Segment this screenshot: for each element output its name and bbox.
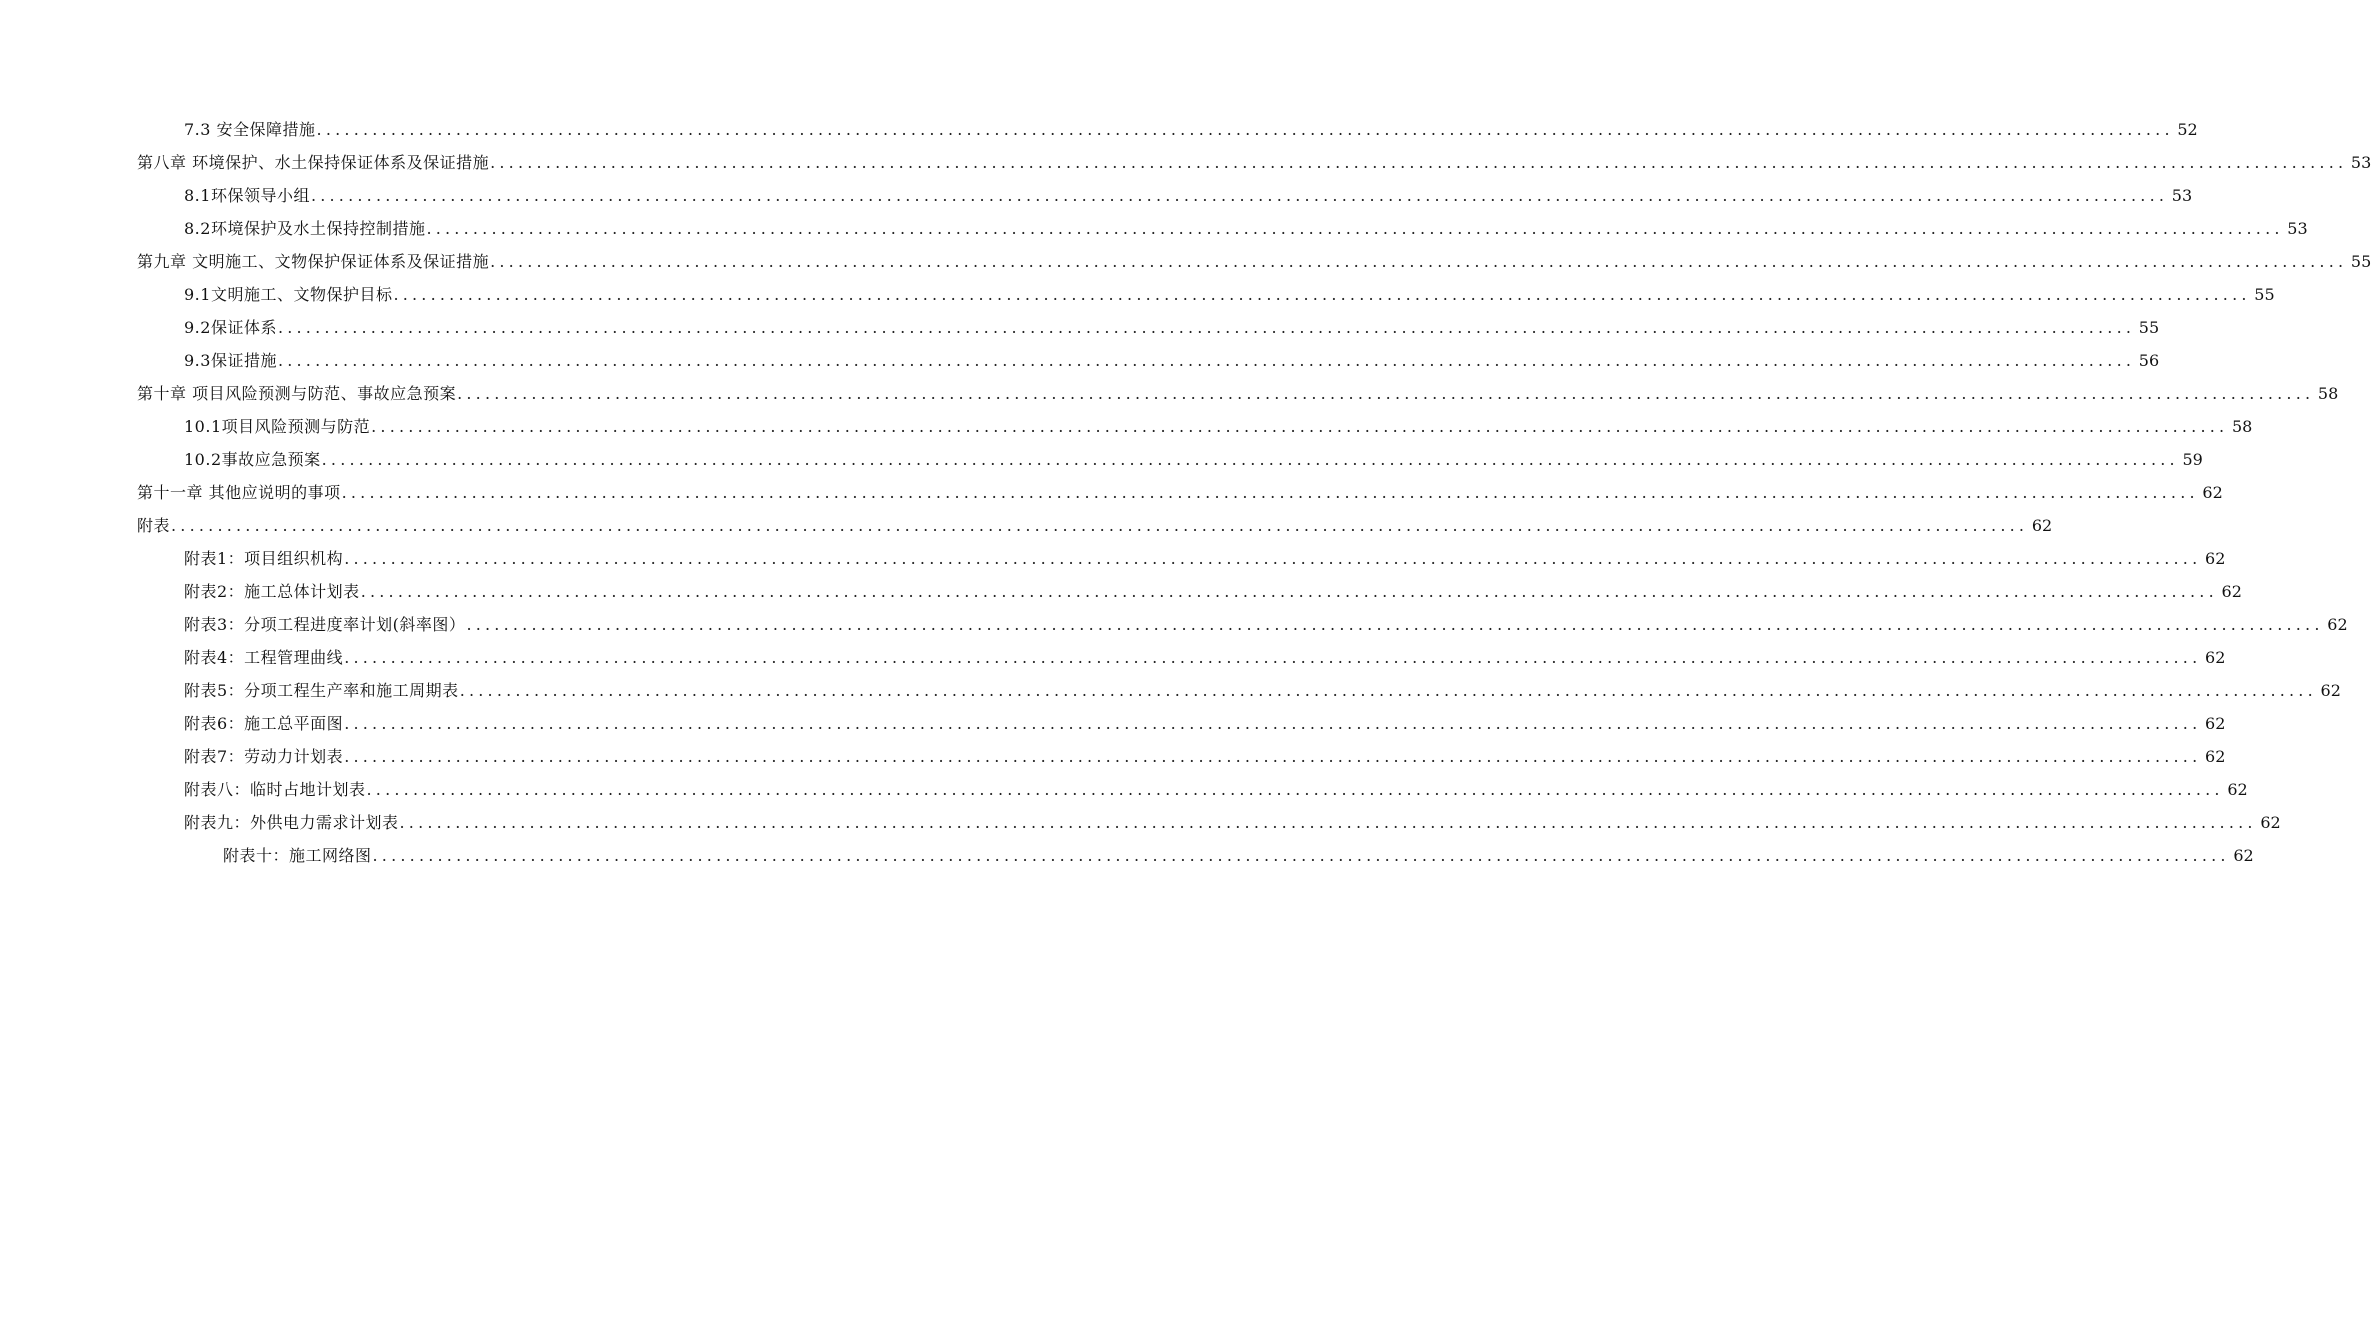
toc-entry-page: 62 xyxy=(2227,780,2248,799)
toc-entry-title: 第八章 环境保护、水土保持保证体系及保证措施 xyxy=(137,153,490,172)
toc-entry-page: 55 xyxy=(2138,318,2160,337)
toc-leader-dots: ........................................................................................................................................................................................................ xyxy=(171,516,2029,535)
toc-leader-dots: ........................................................................................................................................................................................................ xyxy=(490,153,2348,172)
toc-entry-page: 55 xyxy=(2350,252,2371,271)
toc-entry-title: 7.3 安全保障措施 xyxy=(184,120,316,139)
toc-entry-page: 62 xyxy=(2205,747,2226,766)
toc-entry-title: 附表4：工程管理曲线 xyxy=(184,648,344,667)
toc-leader-dots: ........................................................................................................................................................................................................ xyxy=(344,549,2202,568)
toc-entry-page: 62 xyxy=(2205,714,2226,733)
toc-entry-title: 附表八：临时占地计划表 xyxy=(184,780,366,799)
toc-entry[interactable] xyxy=(0,440,2203,470)
toc-entry-title: 9.3保证措施 xyxy=(184,351,277,370)
toc-leader-dots: ........................................................................................................................................................................................................ xyxy=(371,417,2229,436)
toc-entry-page: 52 xyxy=(2177,120,2198,139)
toc-entry-page: 55 xyxy=(2254,285,2275,304)
toc-entry-page: 62 xyxy=(2205,648,2226,667)
toc-entry-page: 53 xyxy=(2287,219,2308,238)
toc-leader-dots: ........................................................................................................................................................................................................ xyxy=(459,681,2317,700)
toc-entry[interactable] xyxy=(0,803,2281,833)
toc-entry[interactable] xyxy=(0,110,2198,140)
toc-entry-title: 附表2：施工总体计划表 xyxy=(184,582,360,601)
toc-entry[interactable] xyxy=(0,605,2348,635)
toc-entry-page: 62 xyxy=(2260,813,2281,832)
toc-entry-page: 58 xyxy=(2317,384,2339,403)
toc-leader-dots: ........................................................................................................................................................................................................ xyxy=(277,318,2136,337)
toc-entry-page: 53 xyxy=(2350,153,2371,172)
toc-entry[interactable] xyxy=(0,704,2226,734)
toc-entry-title: 附表5：分项工程生产率和施工周期表 xyxy=(184,681,459,700)
toc-entry[interactable] xyxy=(0,539,2226,569)
toc-leader-dots: ........................................................................................................................................................................................................ xyxy=(399,813,2257,832)
toc-entry-page: 62 xyxy=(2221,582,2242,601)
toc-entry[interactable] xyxy=(0,407,2253,437)
toc-entry[interactable] xyxy=(0,176,2193,206)
toc-entry[interactable] xyxy=(0,671,2341,701)
toc-entry-title: 第十章 项目风险预测与防范、事故应急预案 xyxy=(137,384,457,403)
toc-entry-page: 59 xyxy=(2182,450,2203,469)
toc-entry-page: 62 xyxy=(2205,549,2226,568)
toc-entry-title: 附表6：施工总平面图 xyxy=(184,714,344,733)
toc-entry-page: 62 xyxy=(2327,615,2348,634)
toc-entry[interactable] xyxy=(0,506,2053,536)
toc-entry-title: 9.1文明施工、文物保护目标 xyxy=(184,285,393,304)
toc-entry-title: 9.2保证体系 xyxy=(184,318,277,337)
toc-entry[interactable] xyxy=(0,242,2371,272)
toc-entry[interactable] xyxy=(0,473,2223,503)
toc-entry[interactable] xyxy=(0,341,2160,371)
toc-leader-dots: ........................................................................................................................................................................................................ xyxy=(426,219,2284,238)
toc-entry[interactable] xyxy=(0,275,2275,305)
toc-leader-dots: ........................................................................................................................................................................................................ xyxy=(316,120,2174,139)
toc-entry-page: 62 xyxy=(2320,681,2341,700)
toc-leader-dots: ........................................................................................................................................................................................................ xyxy=(344,648,2202,667)
toc-leader-dots: ........................................................................................................................................................................................................ xyxy=(360,582,2218,601)
toc-entry[interactable] xyxy=(0,638,2226,668)
toc-entry-title: 附表3：分项工程进度率计划(斜率图） xyxy=(184,615,466,634)
toc-leader-dots: ........................................................................................................................................................................................................ xyxy=(372,846,2230,865)
toc-leader-dots: ........................................................................................................................................................................................................ xyxy=(344,714,2202,733)
toc-entry[interactable] xyxy=(0,209,2308,239)
toc-leader-dots: ........................................................................................................................................................................................................ xyxy=(344,747,2202,766)
toc-entry-title: 第十一章 其他应说明的事项 xyxy=(137,483,341,502)
toc-entry-page: 62 xyxy=(2031,516,2053,535)
toc-entry-title: 附表7：劳动力计划表 xyxy=(184,747,344,766)
toc-leader-dots: ........................................................................................................................................................................................................ xyxy=(466,615,2324,634)
toc-entry-title: 8.2环境保护及水土保持控制措施 xyxy=(184,219,426,238)
toc-entry[interactable] xyxy=(0,374,2339,404)
toc-entry-title: 附表 xyxy=(137,516,171,535)
toc-entry[interactable] xyxy=(0,572,2242,602)
toc-entry-page: 53 xyxy=(2171,186,2193,205)
toc-entry-title: 8.1环保领导小组 xyxy=(184,186,310,205)
toc-leader-dots: ........................................................................................................................................................................................................ xyxy=(341,483,2199,502)
toc-leader-dots: ........................................................................................................................................................................................................ xyxy=(321,450,2179,469)
toc-leader-dots: ........................................................................................................................................................................................................ xyxy=(393,285,2251,304)
toc-entry-page: 56 xyxy=(2138,351,2160,370)
toc-entry-title: 10.1项目风险预测与防范 xyxy=(184,417,371,436)
toc-leader-dots: ........................................................................................................................................................................................................ xyxy=(277,351,2136,370)
toc-entry-title: 第九章 文明施工、文物保护保证体系及保证措施 xyxy=(137,252,490,271)
toc-entry[interactable] xyxy=(0,143,2371,173)
toc-entry-page: 62 xyxy=(2233,846,2254,865)
toc-entry-title: 附表十：施工网络图 xyxy=(223,846,372,865)
toc-leader-dots: ........................................................................................................................................................................................................ xyxy=(366,780,2224,799)
toc-entry[interactable] xyxy=(0,770,2248,800)
toc-entry[interactable] xyxy=(0,836,2254,866)
toc-entry[interactable] xyxy=(0,737,2226,767)
toc-leader-dots: ........................................................................................................................................................................................................ xyxy=(457,384,2315,403)
toc-leader-dots: ........................................................................................................................................................................................................ xyxy=(310,186,2169,205)
toc-entry-title: 附表九：外供电力需求计划表 xyxy=(184,813,399,832)
toc-entry-page: 62 xyxy=(2202,483,2223,502)
toc-leader-dots: ........................................................................................................................................................................................................ xyxy=(490,252,2348,271)
toc-entry-page: 58 xyxy=(2231,417,2253,436)
toc-entry[interactable] xyxy=(0,308,2160,338)
toc-entry-title: 附表1：项目组织机构 xyxy=(184,549,344,568)
toc-entry-title: 10.2事故应急预案 xyxy=(184,450,321,469)
